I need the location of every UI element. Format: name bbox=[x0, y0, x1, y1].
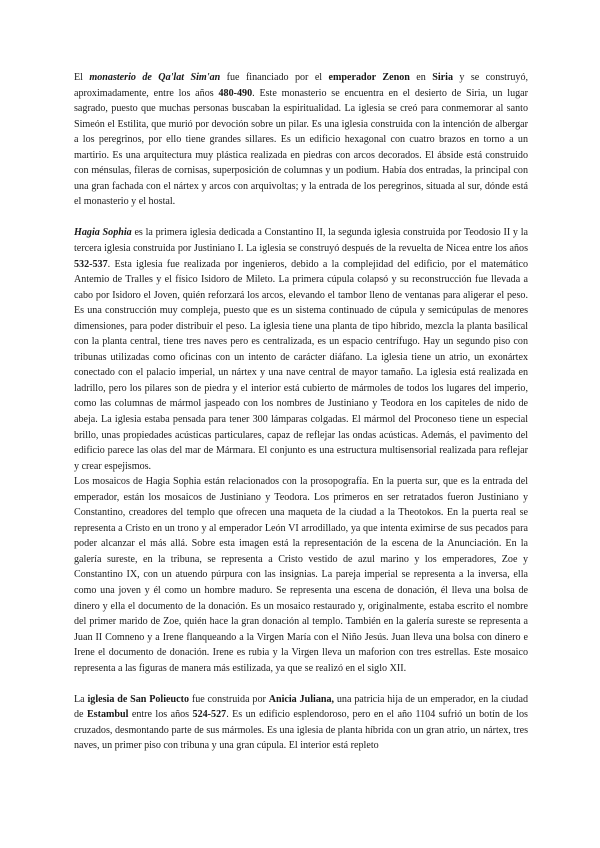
document-page bbox=[74, 70, 528, 754]
text-run: una patricia hija de un emperador, en la ciudad de bbox=[74, 693, 528, 721]
text-run: El bbox=[74, 72, 90, 83]
term-iglesia-san-polieucto: iglesia de San Polieucto bbox=[87, 693, 190, 705]
paragraph-gap bbox=[74, 210, 528, 226]
date-524-527: 524-527 bbox=[192, 709, 227, 721]
text-run: fue construida por bbox=[189, 693, 269, 705]
term-monasterio: monasterio de Qa'lat Sim'an bbox=[89, 72, 221, 83]
term-hagia-sophia: Hagia Sophia bbox=[74, 227, 132, 239]
paragraph-san-polieucto bbox=[74, 692, 528, 754]
paragraph-qalat-siman bbox=[74, 70, 528, 210]
date-480-490: 480-490 bbox=[218, 87, 253, 99]
paragraph-mosaicos bbox=[74, 474, 528, 676]
text-run: es la primera iglesia dedicada a Constantino II, la segunda iglesia construida por Teodosio II y la tercera iglesia construida por Justiniano I. La iglesia se construyó después de la revuelta de Nicea entre los años bbox=[74, 227, 528, 254]
term-estambul: Estambul bbox=[86, 709, 129, 721]
date-532-537: 532-537 bbox=[74, 258, 108, 270]
paragraph-hagia-sophia bbox=[74, 225, 528, 474]
term-anicia-juliana: Anicia Juliana, bbox=[268, 693, 335, 705]
text-run: y se construyó, aproximadamente, entre los años bbox=[74, 72, 529, 99]
text-run: . Esta iglesia fue realizada por ingenieros, debido a la complejidad del edificio, por el matemático Antemio de Tralles y el físico Isidoro de Mileto. La primera cúpula colapsó y su reconstrucción fue llevada a cabo por Isidoro el Joven, quién reforzará los arcos, elevando el tambor lleno de ventanas para aligerar el peso. Es una construcción muy compleja, puesto que es un sistema continuado de cúpula y semicúpulas de menores dimensiones, para poder distribuir el peso. La iglesia tiene una planta de tipo híbrido, mezcla la planta basilical con la planta central, tiene tres naves pero es centralizada, es un espacio centrífugo. Hay un segundo piso con tribunas utilizadas como oficinas con un intento de carácter diáfano. La iglesia tiene un atrio, un exonártex conectado con el palacio imperial, un nártex y una nave central de mayor tamaño. La iglesia está realizada en ladrillo, pero los pilares son de piedra y el interior está cubierto de mármoles de todos los lugares del imperio, como las columnas de mármol jaspeado con los nombres de Justiniano y Teodora en los capiteles de nido de abeja. La iglesia estaba pensada para tener 300 lámparas colgadas. El mármol del Proconeso tiene un especial brillo, unas propiedades acústicas particulares, capaz de reflejar las ondas acústicas. Además, el pavimento del edificio parece las olas del mar de Mármara. El conjunto es una estructura multisensorial realizada para reflejar y crear espejismos. bbox=[74, 258, 528, 472]
text-run: . Es un edificio esplendoroso, pero en el año 1104 sufrió un botín de los cruzados, desmontando parte de sus mármoles. Es una iglesia de planta híbrida con un gran atrio, un nártex, tres naves, un primer piso con tribuna y una gran cúpula. El interior está repleto bbox=[74, 709, 528, 752]
text-run: . Este monasterio se encuentra en el desierto de Siria, un lugar sagrado, puesto que muchas personas buscaban la espiritualidad. La iglesia se creó para conmemorar al santo Simeón el Estilita, que murió por devoción sobre un pilar. Es una iglesia construida con la intención de albergar a los peregrinos, por ello tiene grandes sillares. Es un edificio hexagonal con cuatro brazos en torno a un martirio. Es una arquitectura muy plástica realizada en piedras con arcos decorados. El ábside está construido con ménsulas, fileras de cornisas, superposición de columnas y un podium. Había dos entradas, la principal con una gran fachada con el nártex y arcos con arquivoltas; y la entrada de los peregrinos, situada al sur, dónde está el monasterio y el hostal. bbox=[74, 87, 528, 208]
text-run: entre los años bbox=[128, 709, 193, 721]
term-emperador-zenon: emperador Zenon bbox=[328, 72, 410, 83]
text-run: Los mosaicos de Hagia Sophia están relacionados con la prosopografía. En la puerta sur, que es la entrada del emperador, están los mosaicos de Justiniano y Teodora. Los primeros en ser retratados fueron Justiniano y Constantino, creadores del templo que ofrecen una maqueta de la ciudad a la Theotokos. En la puerta real se representa a Cristo en un trono y al emperador León VI arrodillado, ya que intenta eximirse de sus pecados para poder alcanzar el más allá. Sobre esta imagen está la representación de la escena de la Anunciación. En la galería sureste, en la tribuna, se representa a Cristo vestido de azul marino y los emperadores, Zoe y Constantino IX, con un atuendo púrpura con las insignias. La pareja imperial se representa a la inversa, ella como una joven y él como un hombre maduro. Se representa una escena de donación, él lleva una bolsa de dinero y ella el documento de la donación. Es un mosaico restaurado y, originalmente, estaba escrito el nombre del primer marido de Zoe, quién hace la gran donación al templo. También en la galería sureste se representa a Juan II Comneno y a Irene flanqueando a la Virgen María con el Niño Jesús. Juan lleva una bolsa con dinero e Irene el documento de donación. Irene es rubia y la Virgen lleva un maforion con tres estrellas. Este mosaico representa a las figuras de manera más estilizada, ya que se realizó en el siglo XII. bbox=[74, 476, 528, 674]
term-siria: Siria bbox=[432, 72, 453, 83]
text-run: en bbox=[409, 72, 433, 83]
paragraph-gap bbox=[74, 676, 528, 692]
text-run: La bbox=[74, 693, 88, 705]
text-run: fue financiado por el bbox=[220, 72, 329, 83]
